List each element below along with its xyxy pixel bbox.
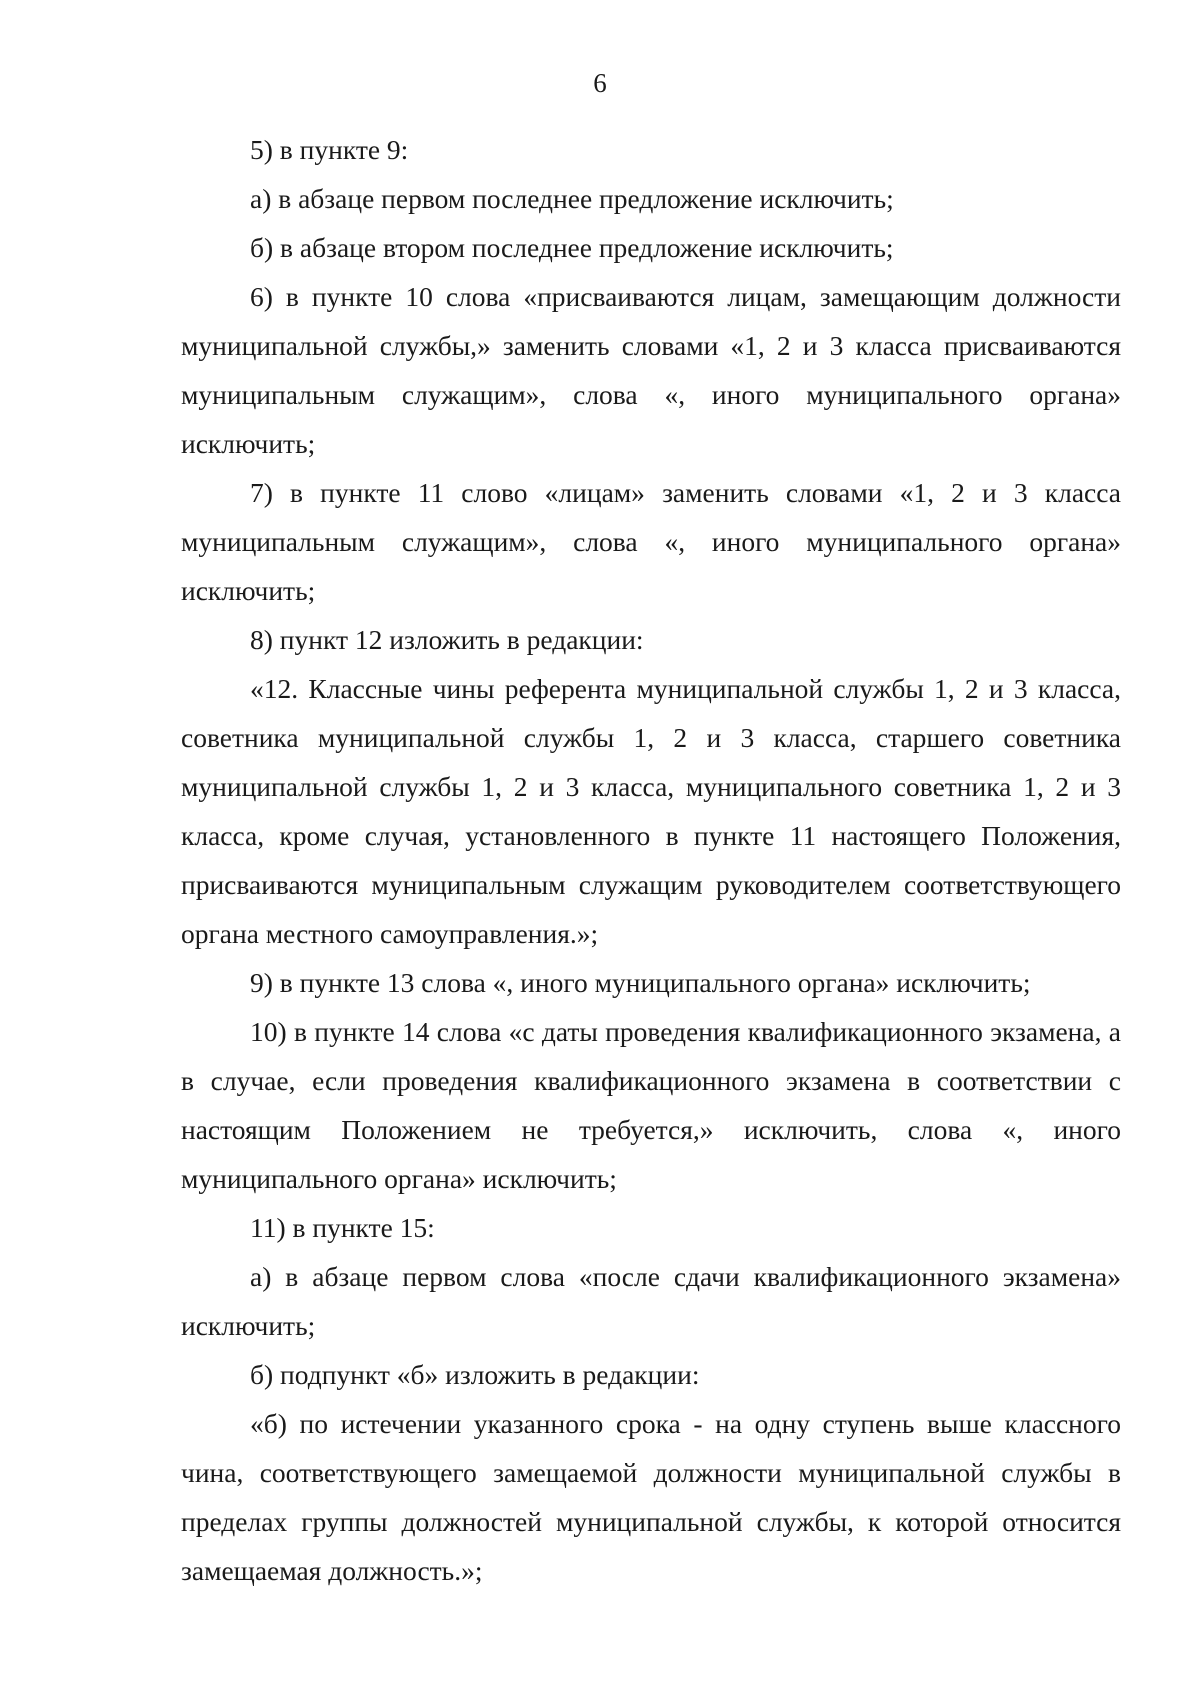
paragraph-item-9: 9) в пункте 13 слова «, иного муниципального органа» исключить; <box>250 967 1031 998</box>
document-body <box>181 125 1121 1595</box>
paragraph-item-8: 8) пункт 12 изложить в редакции: <box>250 624 644 655</box>
paragraph-item-10: 10) в пункте 14 слова «с даты проведения квалификационного экзамена, а в случае, если проведения квалификационного экзамена в соответствии с настоящим Положением не требуется,» исключить, слова «, иного муниципального органа» исключить; <box>181 1016 1121 1194</box>
paragraph-item-5a: а) в абзаце первом последнее предложение исключить; <box>250 183 894 214</box>
paragraph-item-11b: б) подпункт «б» изложить в редакции: <box>250 1359 700 1390</box>
paragraph-item-7: 7) в пункте 11 слово «лицам» заменить словами «1, 2 и 3 класса муниципальным служащим», слова «, иного муниципального органа» исключить; <box>181 477 1121 606</box>
paragraph-quoted-point-12: «12. Классные чины референта муниципальной службы 1, 2 и 3 класса, советника муниципальной службы 1, 2 и 3 класса, старшего советника муниципальной службы 1, 2 и 3 класса, муниципального советника 1, 2 и 3 класса, кроме случая, установленного в пункте 11 настоящего Положения, присваиваются муниципальным служащим руководителем соответствующего органа местного самоуправления.»; <box>181 673 1121 949</box>
paragraph-item-5: 5) в пункте 9: <box>250 134 409 165</box>
paragraph-item-11a: а) в абзаце первом слова «после сдачи квалификационного экзамена» исключить; <box>181 1261 1121 1341</box>
page-number: 6 <box>593 68 607 98</box>
paragraph-item-6: 6) в пункте 10 слова «присваиваются лицам, замещающим должности муниципальной службы,» заменить словами «1, 2 и 3 класса присваиваются муниципальным служащим», слова «, иного муниципального органа» исключить; <box>181 281 1121 459</box>
paragraph-quoted-subpoint-b: «б) по истечении указанного срока - на одну ступень выше классного чина, соответствующего замещаемой должности муниципальной службы в пределах группы должностей муниципальной службы, к которой относится замещаемая должность.»; <box>181 1408 1121 1586</box>
paragraph-item-11: 11) в пункте 15: <box>250 1212 435 1243</box>
paragraph-item-5b: б) в абзаце втором последнее предложение исключить; <box>250 232 894 263</box>
